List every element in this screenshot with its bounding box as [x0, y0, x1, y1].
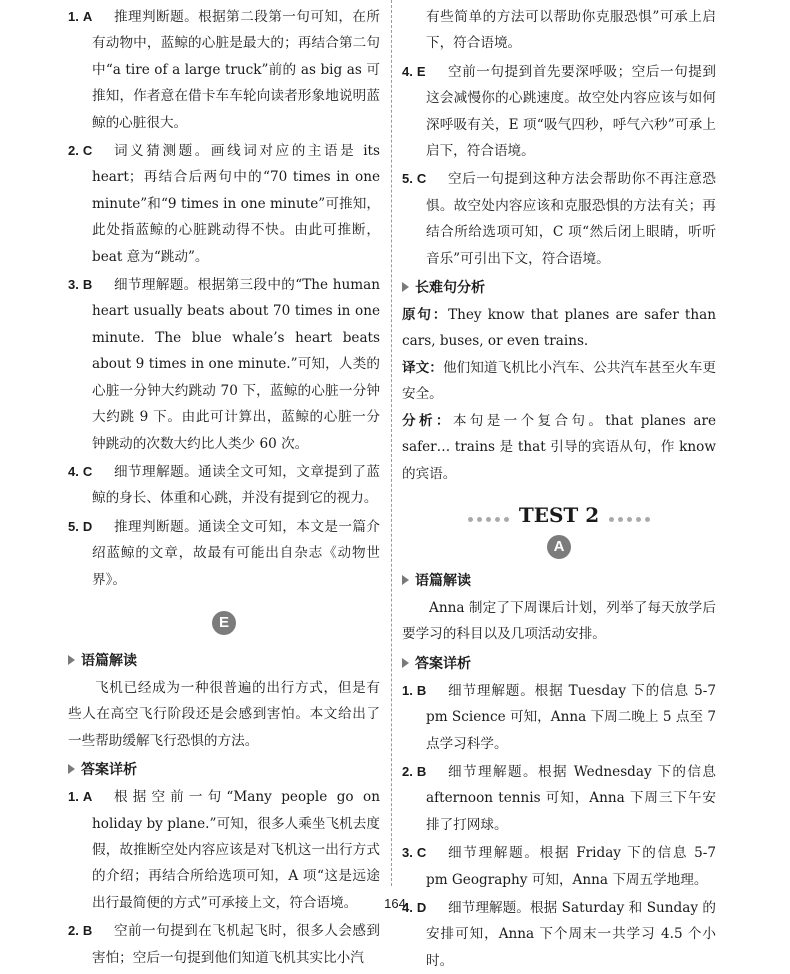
test-heading: TEST 2: [402, 499, 716, 529]
reading-heading: 语篇解读: [68, 647, 380, 673]
answer-list-top: [68, 0, 380, 593]
triangle-marker-icon: [68, 764, 75, 774]
answer-item: 1. A 推理判断题。根据第二段第一句可知，在所有动物中，蓝鲸的心脏是最大的；再结合第二句中“a tire of a large truck”前的 as big as 可推知，作者意在借卡车车轮向读者形象地说明蓝鲸的心脏很大。: [68, 9, 380, 131]
analysis: 分析：本句是一个复合句。that planes are safer… trains 是 that 引导的宾语从句，作 know 的宾语。: [402, 412, 716, 482]
answer-item: 4. D 细节理解题。根据 Saturday 和 Sunday 的安排可知，Anna 下个周末一共学习 4.5 个小时。: [402, 899, 716, 969]
answer-item: 3. C 细节理解题。根据 Friday 下的信息 5-7 pm Geography 可知，Anna 下周五学地理。: [402, 845, 716, 888]
passage-badge-wrap: [68, 611, 380, 635]
reading-heading: 语篇解读: [402, 567, 716, 593]
answer-item: 5. C 空后一句提到这种方法会帮助你不再注意恐惧。故空处内容应该和克服恐惧的方法有关；再结合所给选项可知，C 项“然后闭上眼睛，听听音乐”可引出下文，符合语境。: [402, 171, 716, 267]
translation: 译文：他们知道飞机比小汽车、公共汽车甚至火车更安全。: [402, 359, 717, 403]
passage-badge-a: A: [547, 535, 571, 559]
answer-item: 2. B 空前一句提到在飞机起飞时，很多人会感到害怕；空后一句提到他们知道飞机其实比小汽: [68, 923, 380, 966]
answer-item: 4. C 细节理解题。通读全文可知，文章提到了蓝鲸的身长、体重和心跳，并没有提到它的视力。: [68, 463, 380, 507]
answer-item: 3. B 细节理解题。根据第三段中的“The human heart usually beats about 70 times in one minute. The blue whale’s heart beats about 9 times in one minute.”可知，人类的心脏一分钟大约跳动 70 下，蓝鲸的心脏一分钟大约跳 9 下。由此可计算出，蓝鲸的心脏一分钟跳动的次数大约比人类少 60 次。: [68, 277, 380, 452]
dots-decoration: [607, 500, 652, 530]
triangle-marker-icon: [402, 575, 409, 585]
sentence-analysis-heading: 长难句分析: [402, 274, 716, 300]
continued-text: 有些简单的方法可以帮助你克服恐惧”可承上启下，符合语境。: [426, 9, 716, 52]
original-sentence: 原句：They know that planes are safer than cars, buses, or even trains.: [402, 307, 716, 350]
answers-heading: 答案详析: [402, 650, 716, 676]
right-column: [402, 0, 716, 974]
column-divider: [391, 0, 392, 886]
dots-decoration: [466, 500, 511, 530]
left-column: [68, 0, 380, 971]
page-number: 164: [384, 896, 406, 911]
triangle-marker-icon: [402, 282, 409, 292]
answer-item: 2. B 细节理解题。根据 Wednesday 下的信息 afternoon tennis 可知，Anna 下周三下午安排了打网球。: [402, 763, 716, 833]
answers-heading: 答案详析: [68, 756, 380, 782]
passage-badge-e: E: [212, 611, 236, 635]
answer-item: 4. E 空前一句提到首先要深呼吸；空后一句提到这会减慢你的心跳速度。故空处内容应该与如何深呼吸有关，E 项“吸气四秒，呼气六秒”可承上启下，符合语境。: [402, 63, 716, 160]
passage-badge-wrap: [402, 535, 716, 559]
triangle-marker-icon: [402, 658, 409, 668]
triangle-marker-icon: [68, 655, 75, 665]
reading-summary: Anna 制定了下周课后计划，列举了每天放学后要学习的科目以及几项活动安排。: [402, 599, 716, 643]
answer-item: 1. B 细节理解题。根据 Tuesday 下的信息 5-7 pm Science 可知，Anna 下周二晚上 5 点至 7 点学习科学。: [402, 682, 716, 752]
answer-item: 2. C 词义猜测题。画线词对应的主语是 its heart；再结合后两句中的“70 times in one minute”和“9 times in one minute”可推知，此处指蓝鲸的心脏跳动得不快。由此可推断，beat 意为“跳动”。: [68, 143, 380, 265]
answer-item: 5. D 推理判断题。通读全文可知，本文是一篇介绍蓝鲸的文章，故最有可能出自杂志《动物世界》。: [68, 518, 380, 588]
reading-summary: 飞机已经成为一种很普遍的出行方式，但是有些人在高空飞行阶段还是会感到害怕。本文给出了一些帮助缓解飞行恐惧的方法。: [68, 679, 380, 749]
answer-item: 1. A 根据空前一句“Many people go on holiday by plane.”可知，很多人乘坐飞机去度假，故推断空处内容应该是对飞机这一出行方式的介绍；再结合所给选项可知，A 项“这是远途出行最简便的方式”可承接上文，符合语境。: [68, 789, 380, 911]
